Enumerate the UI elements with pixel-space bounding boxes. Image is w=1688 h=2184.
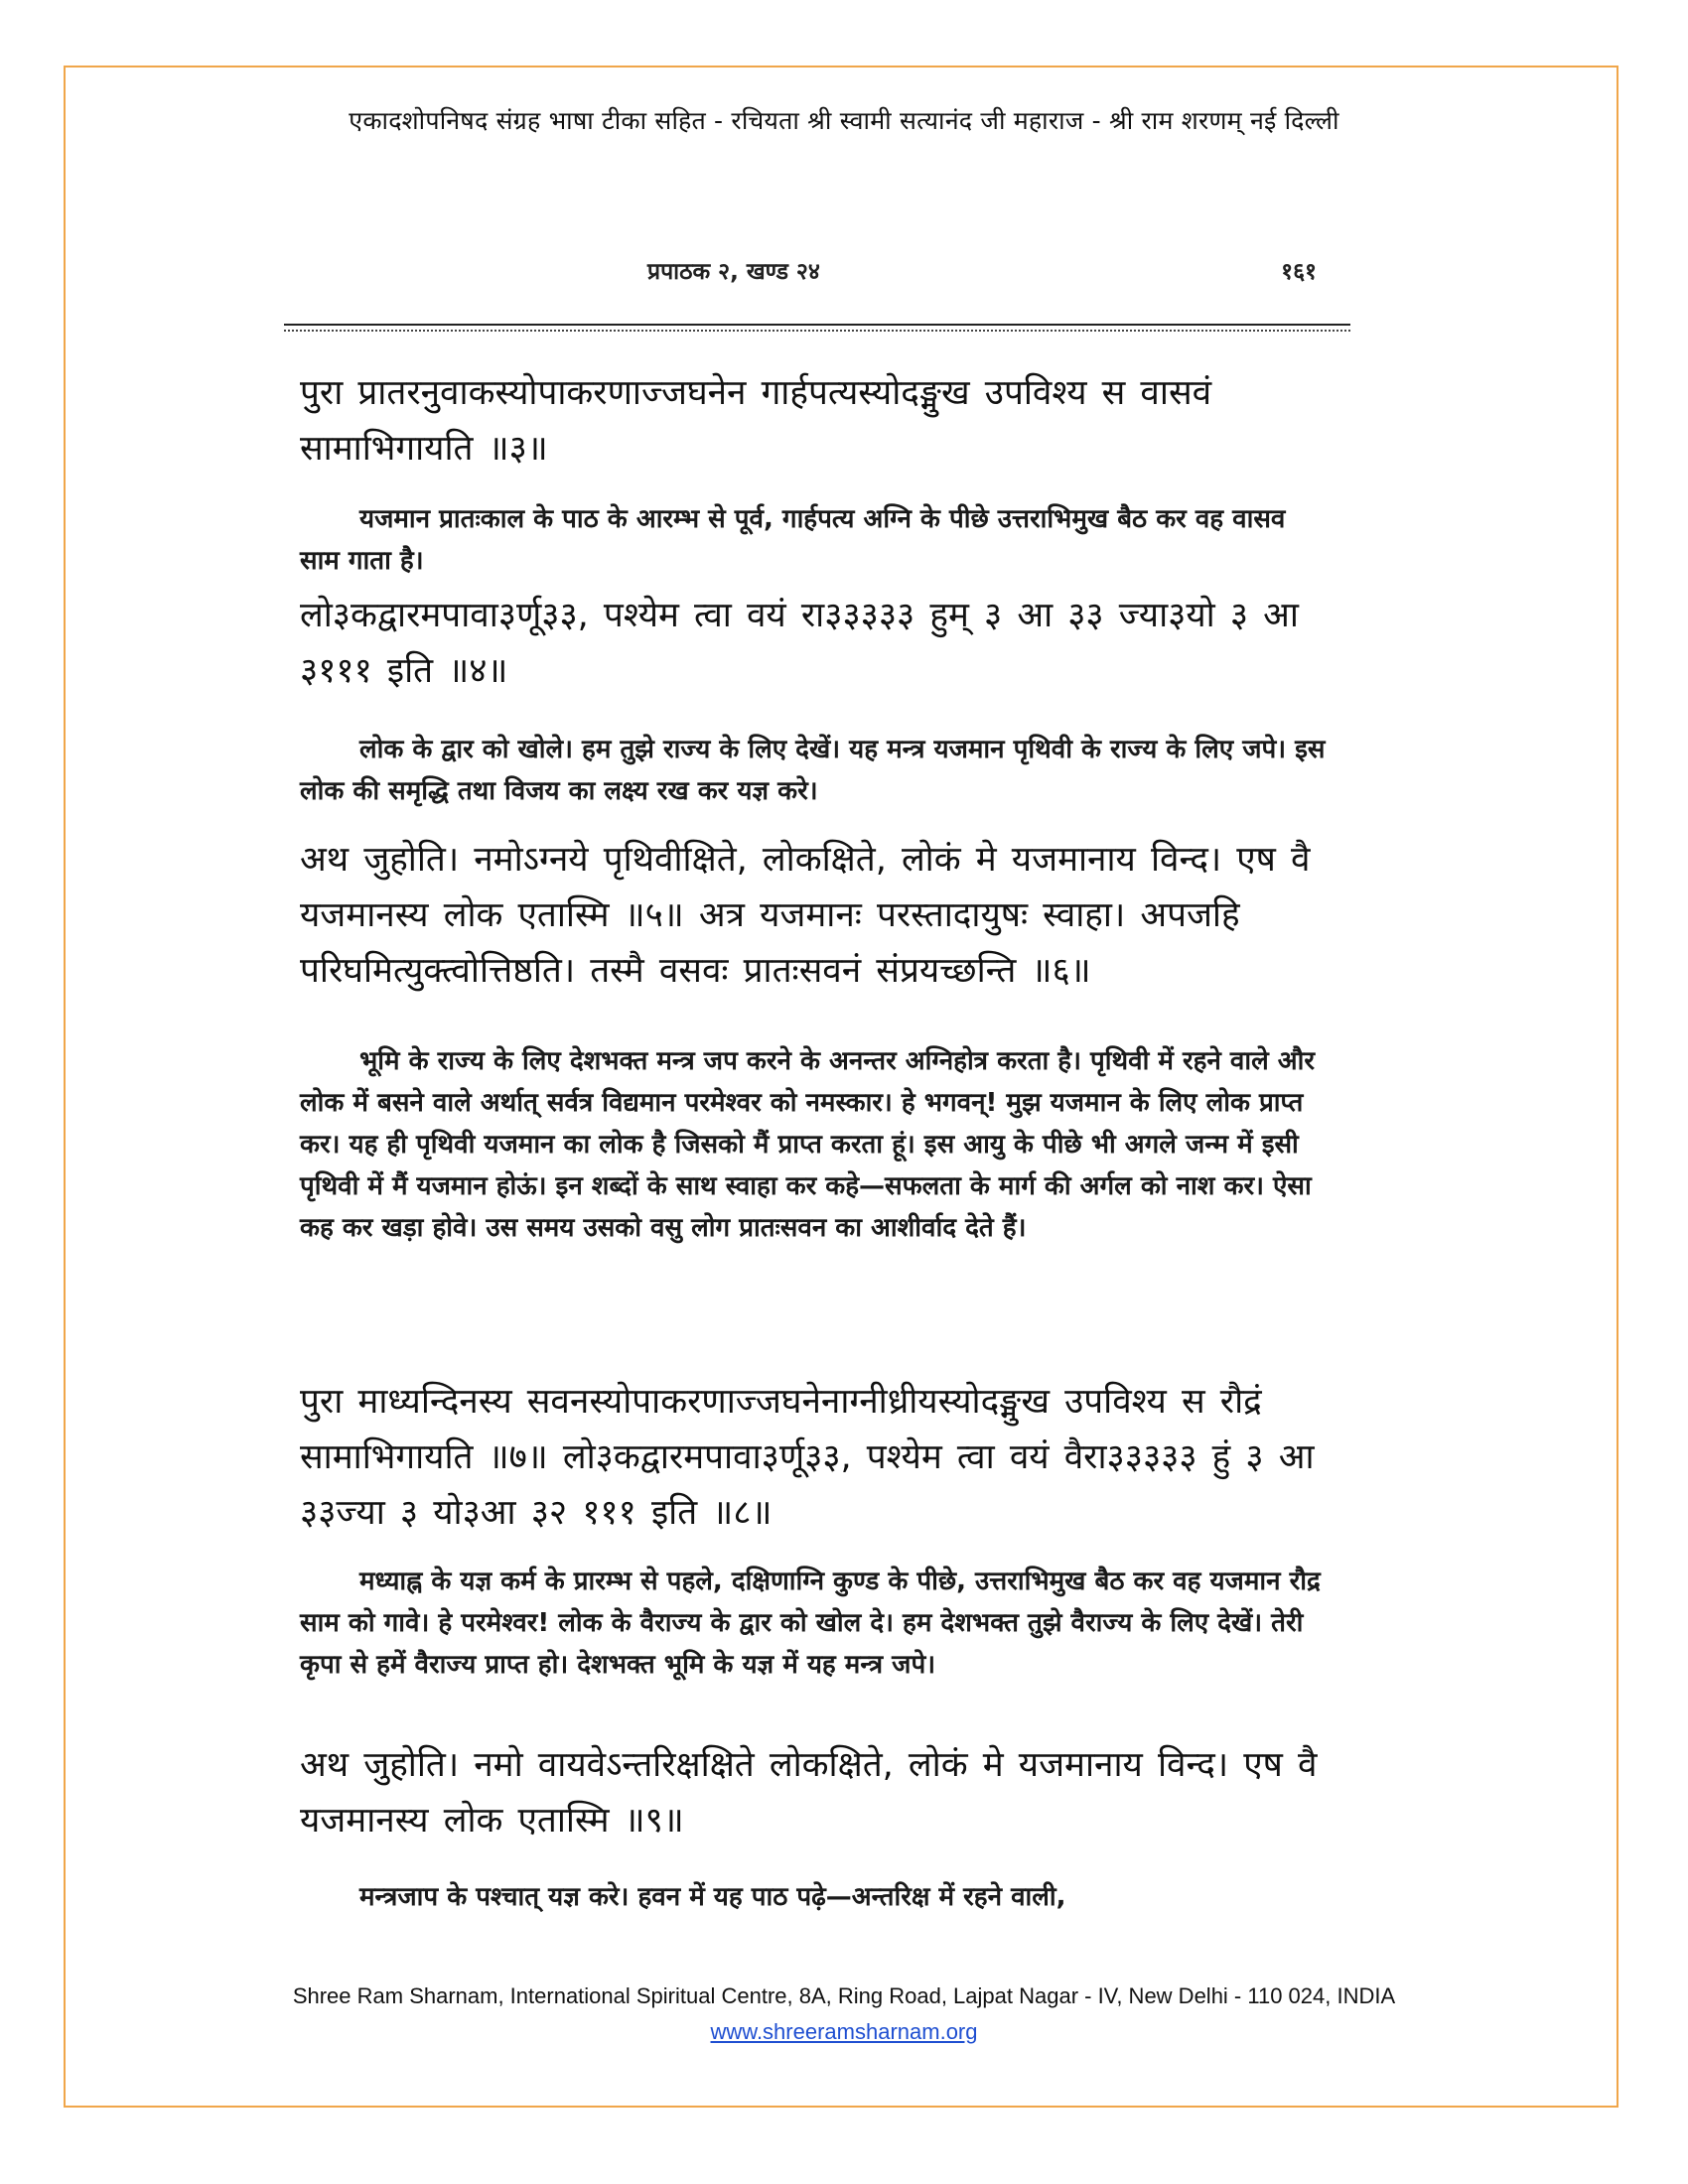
commentary-7-8: मध्याह्न के यज्ञ कर्म के प्रारम्भ से पहले, दक्षिणाग्नि कुण्ड के पीछे, उत्तराभिमुख बैठ कर वह यजमान रौद्र साम को गावे। हे परमेश्वर! लोक के वैराज्य के द्वार को खोल दे। हम देशभक्त तुझे वैराज्य के लिए देखें। तेरी कृपा से हमें वैराज्य प्राप्त हो। देशभक्त भूमि के यज्ञ में यह मन्त्र जपे। [300, 1567, 1321, 1680]
verse-3: पुरा प्रातरनुवाकस्योपाकरणाज्जघनेन गार्हपत्यस्योदङ्मुख उपविश्य स वासवं सामाभिगायति ॥३॥ [300, 373, 1212, 469]
commentary-3: यजमान प्रातःकाल के पाठ के आरम्भ से पूर्व, गार्हपत्य अग्नि के पीछे उत्तराभिमुख बैठ कर वह वासव साम गाता है। [300, 504, 1286, 576]
page-number: १६१ [1281, 259, 1317, 285]
header-rule [284, 324, 1350, 326]
footer-address: Shree Ram Sharnam, International Spiritual Centre, 8A, Ring Road, Lajpat Nagar - IV, New Delhi - 110 024, INDIA [292, 1983, 1396, 2008]
commentary-4: लोक के द्वार को खोले। हम तुझे राज्य के लिए देखें। यह मन्त्र यजमान पृथिवी के राज्य के लिए जपे। इस लोक की समृद्धि तथा विजय का लक्ष्य रख कर यज्ञ करे। [300, 735, 1326, 806]
commentary-5-6: भूमि के राज्य के लिए देशभक्त मन्त्र जप करने के अनन्तर अग्निहोत्र करता है। पृथिवी में रहने वाले और लोक में बसने वाले अर्थात् सर्वत्र विद्यमान परमेश्वर को नमस्कार। हे भगवन्! मुझ यजमान के लिए लोक प्राप्त कर। यह ही पृथिवी यजमान का लोक है जिसको मैं प्राप्त करता हूं। इस आयु के पीछे भी अगले जन्म में इसी पृथिवी में मैं यजमान होऊं। इन शब्दों के साथ स्वाहा कर कहे—सफलता के मार्ग की अर्गल को नाश कर। ऐसा कह कर खड़ा होवे। उस समय उसको वसु लोग प्रातःसवन का आशीर्वाद देते हैं। [300, 1046, 1315, 1243]
running-title: प्रपाठक २, खण्ड २४ [647, 259, 820, 285]
running-head [260, 254, 1350, 294]
footer-website [0, 2019, 1688, 2045]
scanned-page [260, 238, 1350, 1956]
header-rule-dotted [284, 330, 1350, 332]
verse-4: लो३कद्वारमपावा३र्णू३३, पश्येम त्वा वयं रा३३३३३ हुम् ३ आ ३३ ज्या३यो ३ आ ३१११ इति ॥४॥ [300, 596, 1299, 691]
verse-5-6: अथ जुहोति। नमोऽग्नये पृथिवीक्षिते, लोकक्षिते, लोकं मे यजमानाय विन्द। एष वै यजमानस्य लोक एतास्मि ॥५॥ अत्र यजमानः परस्तादायुषः स्वाहा। अपजहि परिघमित्युक्त्वोत्तिष्ठति। तस्मै वसवः प्रातःसवनं संप्रयच्छन्ति ॥६॥ [300, 840, 1311, 991]
document-header: एकादशोपनिषद संग्रह भाषा टीका सहित - रचियता श्री स्वामी सत्यानंद जी महाराज - श्री राम शरणम् नई दिल्ली [349, 106, 1339, 135]
verse-7-8: पुरा माध्यन्दिनस्य सवनस्योपाकरणाज्जघनेनाग्नीध्रीयस्योदङ्मुख उपविश्य स रौद्रं सामाभिगायति ॥७॥ लो३कद्वारमपावा३र्णू३३, पश्येम त्वा वयं वैरा३३३३३ हुं ३ आ ३३ज्या ३ यो३आ ३२ १११ इति ॥८॥ [300, 1382, 1315, 1533]
website-link[interactable]: www.shreeramsharnam.org [710, 2019, 978, 2044]
verse-9: अथ जुहोति। नमो वायवेऽन्तरिक्षक्षिते लोकक्षिते, लोकं मे यजमानाय विन्द। एष वै यजमानस्य लोक एतास्मि ॥९॥ [300, 1745, 1318, 1841]
commentary-9: मन्त्रजाप के पश्चात् यज्ञ करे। हवन में यह पाठ पढ़े—अन्तरिक्ष में रहने वाली, [359, 1882, 1066, 1912]
